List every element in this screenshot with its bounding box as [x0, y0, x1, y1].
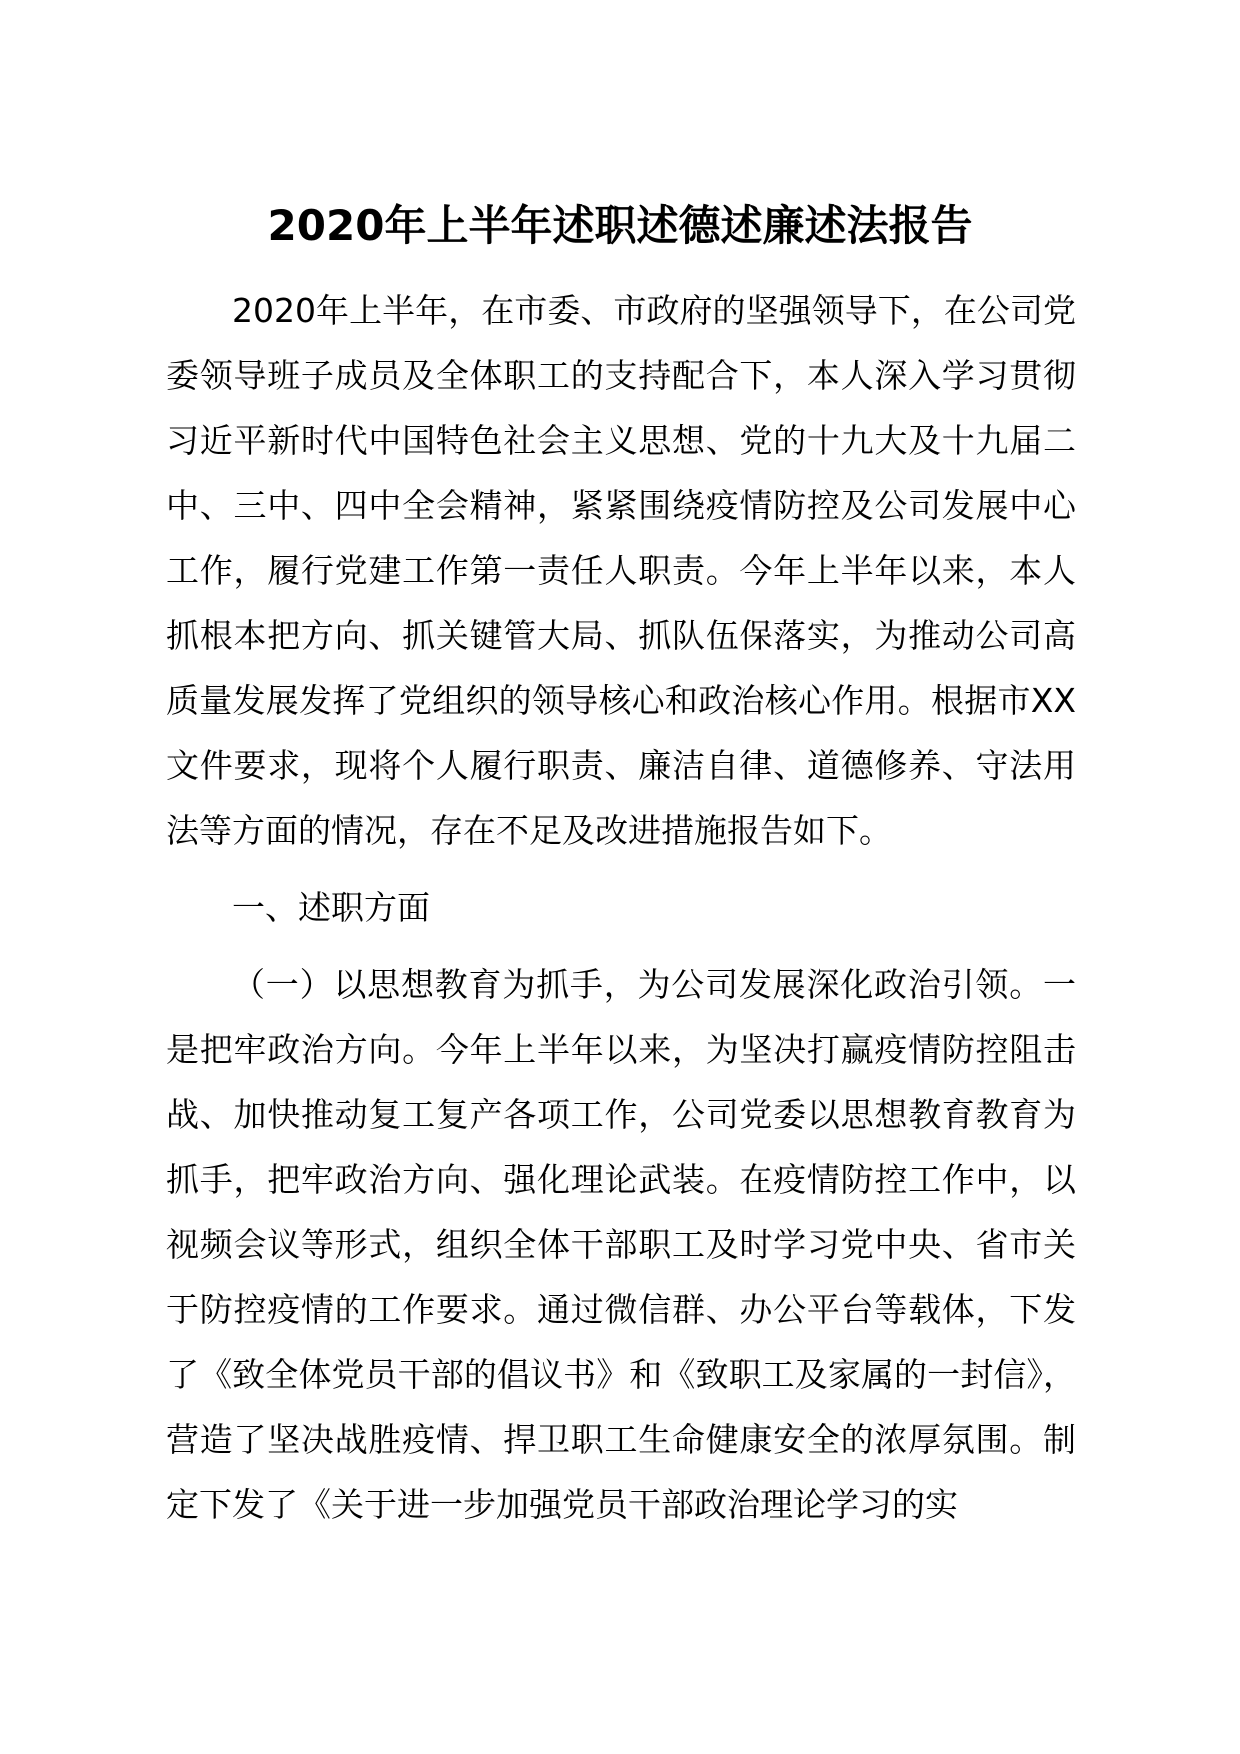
intro-paragraph: 2020年上半年，在市委、市政府的坚强领导下，在公司党委领导班子成员及全体职工的支持配合下，本人深入学习贯彻习近平新时代中国特色社会主义思想、党的十九大及十九届二中、三中、四中全会精神，紧紧围绕疫情防控及公司发展中心工作，履行党建工作第一责任人职责。今年上半年以来，本人抓根本把方向、抓关键管大局、抓队伍保落实，为推动公司高质量发展发挥了党组织的领导核心和政治核心作用。根据市XX文件要求，现将个人履行职责、廉洁自律、道德修养、守法用法等方面的情况，存在不足及改进措施报告如下。 — [166, 291, 1076, 850]
document-title: 2020年上半年述职述德述廉述法报告 — [267, 201, 973, 250]
document-body — [166, 278, 1076, 1537]
section-paragraph: （一）以思想教育为抓手，为公司发展深化政治引领。一是把牢政治方向。今年上半年以来，为坚决打赢疫情防控阻击战、加快推动复工复产各项工作，公司党委以思想教育教育为抓手，把牢政治方向、强化理论武装。在疫情防控工作中，以视频会议等形式，组织全体干部职工及时学习党中央、省市关于防控疫情的工作要求。通过微信群、办公平台等载体，下发了《致全体党员干部的倡议书》和《致职工及家属的一封信》，营造了坚决战胜疫情、捍卫职工生命健康安全的浓厚氛围。制定下发了《关于进一步加强党员干部政治理论学习的实 — [166, 965, 1076, 1524]
section-heading: 一、述职方面 — [232, 888, 430, 927]
